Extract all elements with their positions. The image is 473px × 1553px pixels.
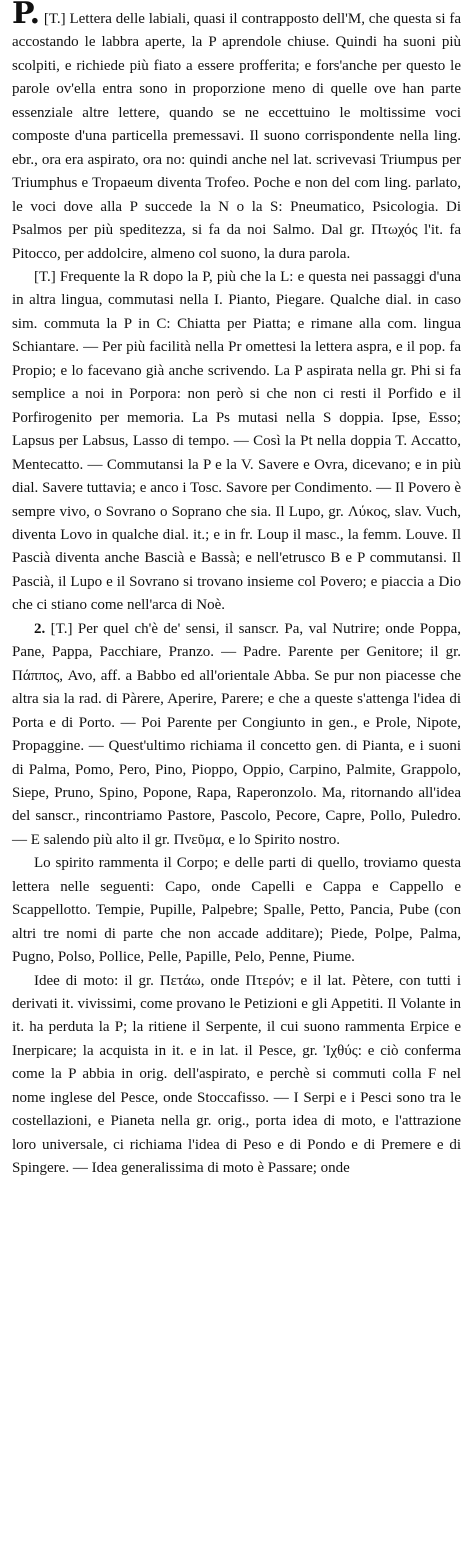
entry-text-3: [T.] Per quel ch'è de' sensi, il sanscr. Pa, val Nutrire; onde Poppa, Pane, Pappa, Pacchiare, Pranzo. — Padre. Parente per Genitore; il gr. Πάππος, Avo, aff. a Babbo ed all'orientale Abba. Se pur non piacesse che altra sia la rad. di Pàrere, Aperire, Parere; e che a queste s'attenga l'idea di Porta e di Porto. — Poi Parente per Congiunto in gen., e Prole, Nipote, Propaggine. — Quest'ultimo richiama il concetto gen. di Pianta, e i suoni di Palma, Pomo, Pero, Pino, Pioppo, Oppio, Carpino, Palmite, Grappolo, Siepe, Pruno, Spino, Popone, Rapa, Raperonzolo. Ma, ritornando all'idea del sanscr., rincontriamo Pastore, Pascolo, Pecore, Capre, Pollo, Puledro. — E salendo più alto il gr. Πνεῦμα, e lo Spirito nostro. [12,620,462,848]
entry-paragraph-4 [12,852,461,969]
entry-paragraph-1 [12,0,461,266]
entry-text-4: Lo spirito rammenta il Corpo; e delle parti di quello, troviamo questa lettera nelle seguenti: Capo, onde Capelli e Cappa e Cappello e Scappellotto. Tempie, Pupille, Palpebre; Spalle, Petto, Pancia, Pube (con altri tre nomi di parte che non accade additare); Piede, Polpe, Palma, Pugno, Polso, Pollice, Pelle, Papille, Pelo, Penne, Piume. [12,855,461,966]
entry-headword: P. [12,0,41,31]
entry-text-5: Idee di moto: il gr. Πετάω, onde Πτερόν; e il lat. Pètere, con tutti i derivati it. vivissimi, come provano le Petizioni e gli Appetiti. Il Volante in it. ha perduta la P; la ritiene il Serpente, il cui suono rammenta Erpice e Inerpicare; la acquista in it. e in lat. il Pesce, gr. Ἰχθύς: e ciò conferma come la P abbia in orig. dell'aspirato, e perchè si commuti colla F nel nome inglese del Pesce, onde Stoccafisso. — I Serpi e i Pesci sono tra le costellazioni, e Pianeta nella gr. orig., porta idea di moto, e l'attrazione loro universale, ci richiama l'idea di Peso e di Pondo e di Premere e di Spingere. — Idea generalissima di moto è Passare; onde [12,972,461,1177]
entry-text-1: [T.] Lettera delle labiali, quasi il contrapposto dell'M, che questa si fa accostando le labbra aperte, la P aprendole chiuse. Quindi ha suoni più scolpiti, e richiede più fiato a essere profferita; e fors'anche per questo le parole ov'ella entra sono in proporzione meno di quelle ove han parte essenziale altre lettere, quando se ne eccettuino le moltissime voci composte d'una particella premessavi. Il suono corrispondente nella ling. ebr., ora era aspirato, ora no: quindi anche nel lat. scrivevasi Triumpus per Triumphus e Tropaeum diventa Trofeo. Poche e non del com ling. parlato, le voci dove alla P succede la N o la S: Pneumatico, Psicologia. Di Psalmos per più speditezza, si fa da noi Salmo. Dal gr. Πτωχός l'it. fa Pitocco, per addolcire, almeno col suono, la dura parola. [12,11,461,262]
entry-text-2: [T.] Frequente la R dopo la P, più che la L: e questa nei passaggi d'una in altra lingua, commutasi nella I. Pianto, Piegare. Qualche dial. in caso sim. commuta la P in C: Chiatta per Piatta; e rimane alla com. lingua Schiantare. — Per più facilità nella Pr omettesi la lettera aspra, e il pop. fa Propio; e lo facevano già anche scrivendo. La P aspirata nella gr. Phi si fa semplice a noi in Porpora: non però si che non ci resti il Porfido e il Porfirogenito per memoria. La Ps mutasi nella S doppia. Ipse, Esso; Lapsus per Labsus, Lasso di tempo. — Così la Pt nella doppia T. Accatto, Mentecatto. — Commutansi la P e la V. Savere e Ovra, dicevano; e in più dial. Savere tuttavia; e anco i Tosc. Savore per Condimento. — Il Povero è sempre vivo, o Sovrano o Soprano che sia. Il Lupo, gr. Λύκος, slav. Vuch, diventa Lovo in qualche dial. it.; e in fr. Loup il masc., la femm. Louve. Il Pascià diventa anche Bascià e Bassà; e nell'etrusco B e P commutansi. Il Pascià, il Lupo e il Sovrano si trovano insieme col Povero; e piaccia a Dio che ci stiano come nell'arca di Noè. [12,268,461,614]
section-number: 2. [34,620,46,637]
entry-paragraph-2 [12,266,461,618]
entry-paragraph-5 [12,970,461,1181]
entry-paragraph-3 [12,618,461,853]
